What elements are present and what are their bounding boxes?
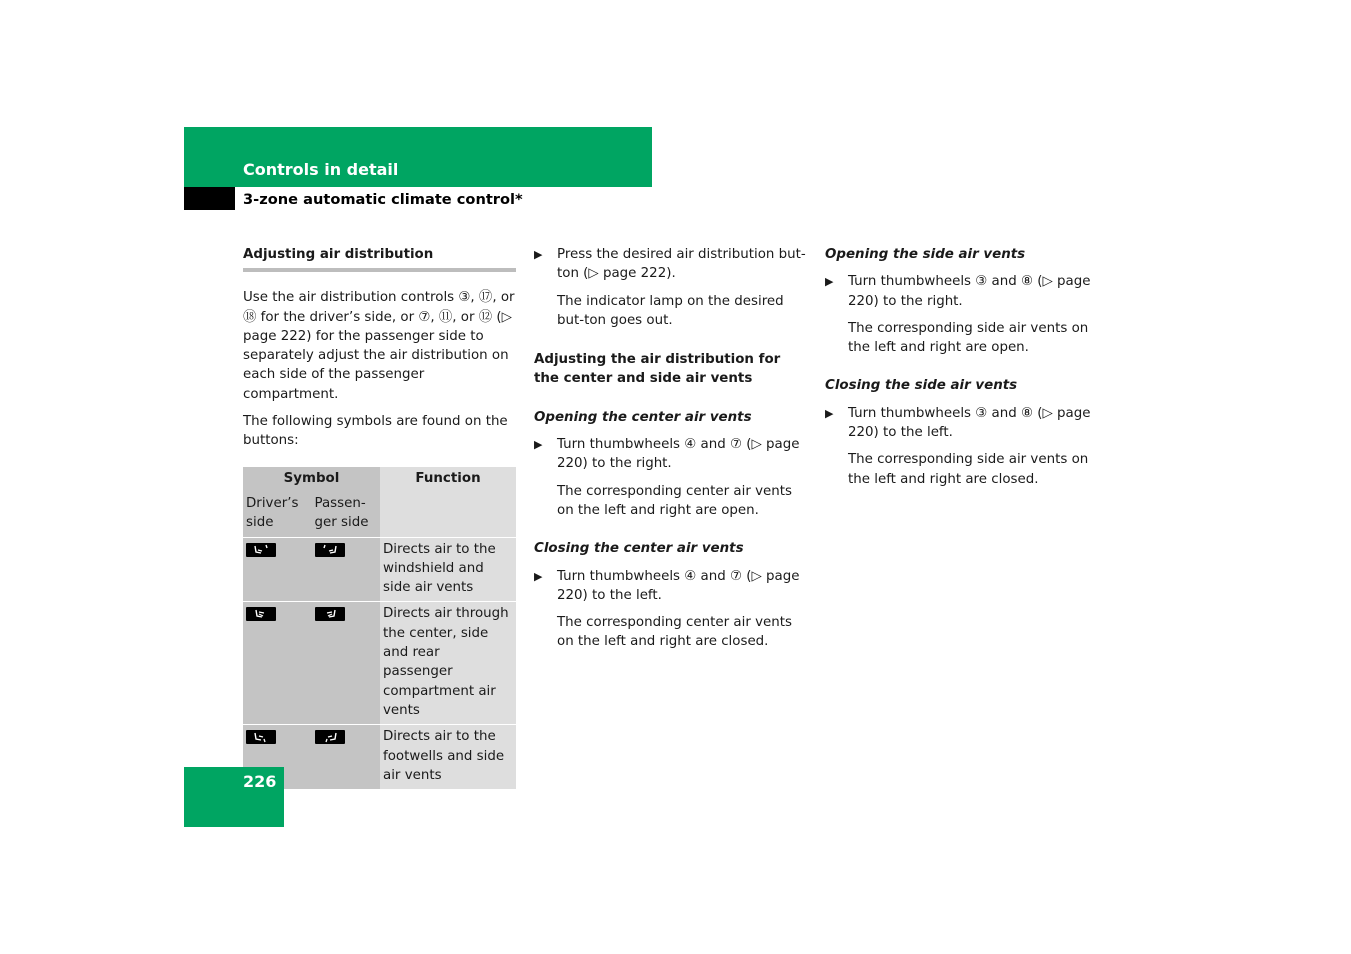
- step-result: The corresponding center air vents on the left and right are closed.: [557, 615, 792, 650]
- open-center-heading: Opening the center air vents: [534, 409, 752, 425]
- page-number: 226: [243, 772, 277, 791]
- table-row: [243, 537, 516, 602]
- step-text: Press the desired air distribution but-ton (▷ page 222).: [557, 247, 806, 282]
- function-header: Function: [380, 467, 516, 537]
- subsection-title: 3-zone automatic climate control*: [243, 191, 523, 208]
- row-function: Directs air to the windshield and side air vents: [380, 537, 516, 602]
- air-center-passenger-icon: [315, 607, 345, 621]
- passenger-side-header: Passen-ger side: [312, 492, 381, 537]
- open-side-heading: Opening the side air vents: [825, 247, 1026, 262]
- symbol-table: [243, 467, 516, 789]
- right-column: [825, 245, 1105, 497]
- bullet-arrow-icon: ▶: [825, 406, 834, 420]
- step-text: Turn thumbwheels ③ and ⑧ (▷ page 220) to the right.: [848, 274, 1091, 309]
- close-center-heading: Closing the center air vents: [534, 541, 744, 557]
- left-heading: Adjusting air distribution: [243, 245, 516, 272]
- left-paragraph-1: Use the air distribution controls ③, ⑰, or ⑱ for the driver’s side, or ⑦, ⑪, or ⑫ (▷ page 222) for the passenger side to separately adjust the air distribution on each side of the passenger compartment.: [243, 290, 515, 402]
- air-footwell-passenger-icon: [315, 730, 345, 744]
- step-text: Turn thumbwheels ④ and ⑦ (▷ page 220) to the right.: [557, 437, 800, 472]
- step-text: Turn thumbwheels ④ and ⑦ (▷ page 220) to the left.: [557, 568, 800, 603]
- step-text: Turn thumbwheels ③ and ⑧ (▷ page 220) to the left.: [848, 405, 1091, 441]
- header-tab-marker: [184, 187, 235, 210]
- bullet-arrow-icon: ▶: [825, 275, 834, 289]
- step-result: The corresponding side air vents on the left and right are open.: [848, 320, 1089, 356]
- instruction-step: [825, 272, 1105, 311]
- bullet-arrow-icon: ▶: [534, 569, 543, 583]
- close-side-heading: Closing the side air vents: [825, 378, 1018, 394]
- bullet-arrow-icon: ▶: [534, 438, 543, 452]
- table-row: [243, 601, 516, 724]
- instruction-step: [534, 435, 808, 474]
- driver-side-header: Driver’s side: [243, 492, 312, 537]
- air-footwell-driver-icon: [246, 730, 276, 744]
- symbol-header: Symbol: [243, 467, 380, 492]
- air-windshield-driver-icon: [246, 543, 276, 557]
- instruction-step: [534, 567, 808, 606]
- row-function: Directs air to the footwells and side air vents: [380, 724, 516, 789]
- row-function: Directs air through the center, side and rear passenger compartment air vents: [380, 601, 516, 724]
- middle-column: [534, 245, 808, 660]
- air-windshield-passenger-icon: [315, 543, 345, 557]
- step-result: The corresponding center air vents on the left and right are open.: [557, 483, 792, 518]
- step-result: The corresponding side air vents on the left and right are closed.: [848, 452, 1089, 487]
- middle-heading: Adjusting the air distribution for the center and side air vents: [534, 352, 781, 387]
- instruction-step: [534, 245, 808, 284]
- air-center-driver-icon: [246, 607, 276, 621]
- bullet-arrow-icon: ▶: [534, 248, 543, 261]
- left-column: [243, 245, 516, 789]
- instruction-step: [825, 404, 1105, 443]
- step-result: The indicator lamp on the desired but-ton goes out.: [557, 293, 784, 328]
- left-paragraph-2: The following symbols are found on the buttons:: [243, 414, 508, 449]
- section-title: Controls in detail: [243, 160, 399, 179]
